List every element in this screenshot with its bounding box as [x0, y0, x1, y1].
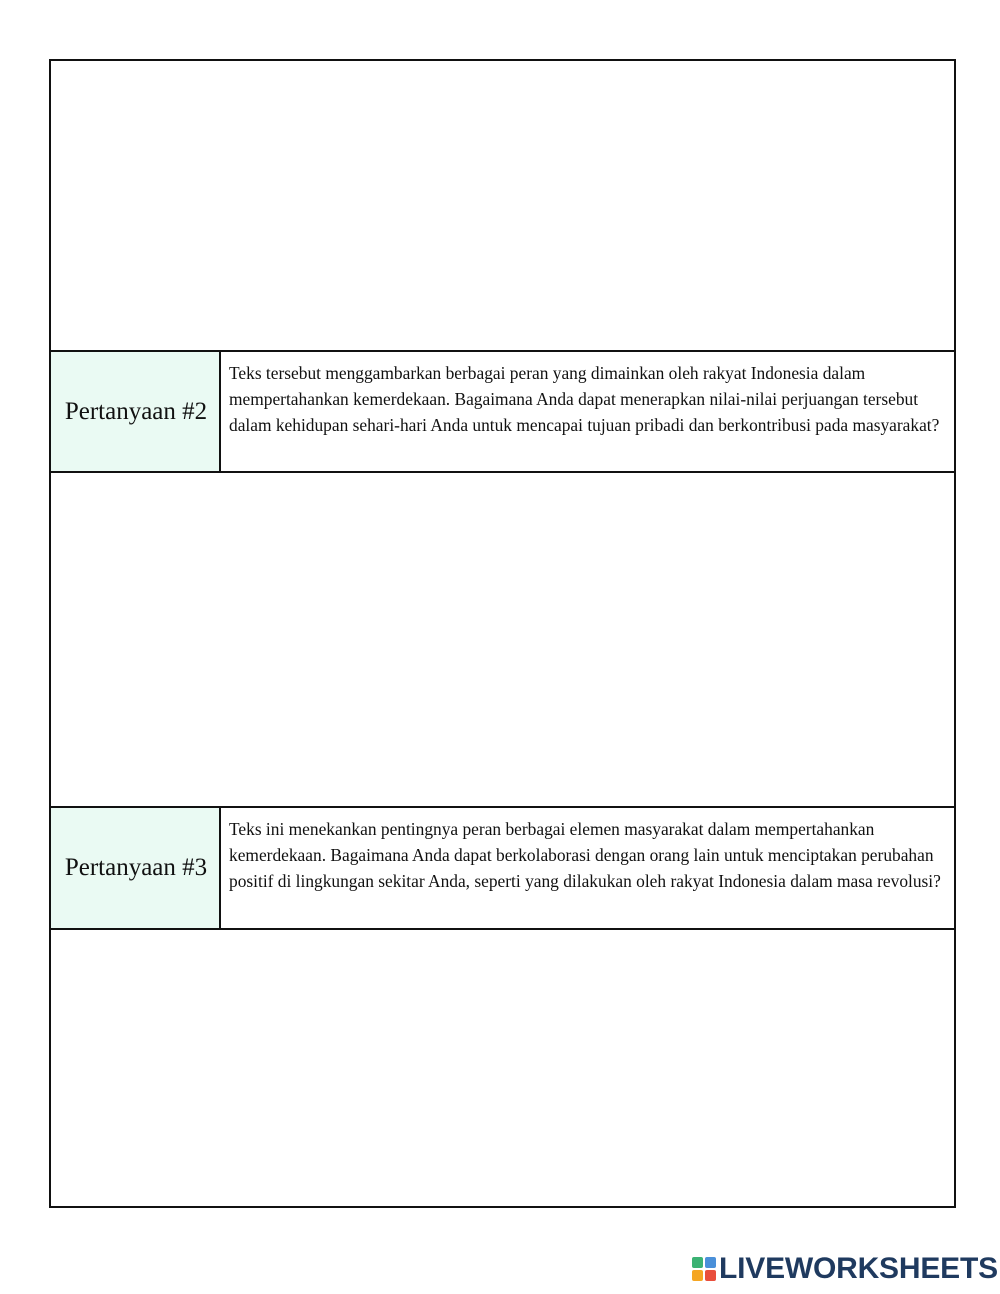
question-row-2: [51, 350, 954, 473]
worksheet-frame: [49, 59, 956, 1208]
question-text-2: Teks tersebut menggambarkan berbagai peran yang dimainkan oleh rakyat Indonesia dalam mempertahankan kemerdekaan. Bagaimana Anda dapat menerapkan nilai-nilai perjuangan tersebut dalam kehidupan sehari-hari Anda untuk mencapai tujuan pribadi dan berkontribusi pada masyarakat?: [229, 363, 940, 435]
answer-box-3[interactable]: [51, 930, 954, 1206]
question-text-3: Teks ini menekankan pentingnya peran berbagai elemen masyarakat dalam mempertahankan kemerdekaan. Bagaimana Anda dapat berkolaborasi dengan orang lain untuk menciptakan perubahan positif di lingkungan sekitar Anda, seperti yang dilakukan oleh rakyat Indonesia dalam masa revolusi?: [229, 819, 941, 891]
question-label-2: Pertanyaan #2: [51, 352, 221, 471]
answer-box-1[interactable]: [51, 61, 954, 350]
answer-box-2[interactable]: [51, 473, 954, 806]
question-label-3: Pertanyaan #3: [51, 808, 221, 928]
brand-name: LIVEWORKSHEETS: [719, 1252, 998, 1285]
liveworksheets-brand: [692, 1252, 998, 1285]
liveworksheets-logo-icon: [692, 1257, 716, 1281]
question-row-3: [51, 806, 954, 930]
